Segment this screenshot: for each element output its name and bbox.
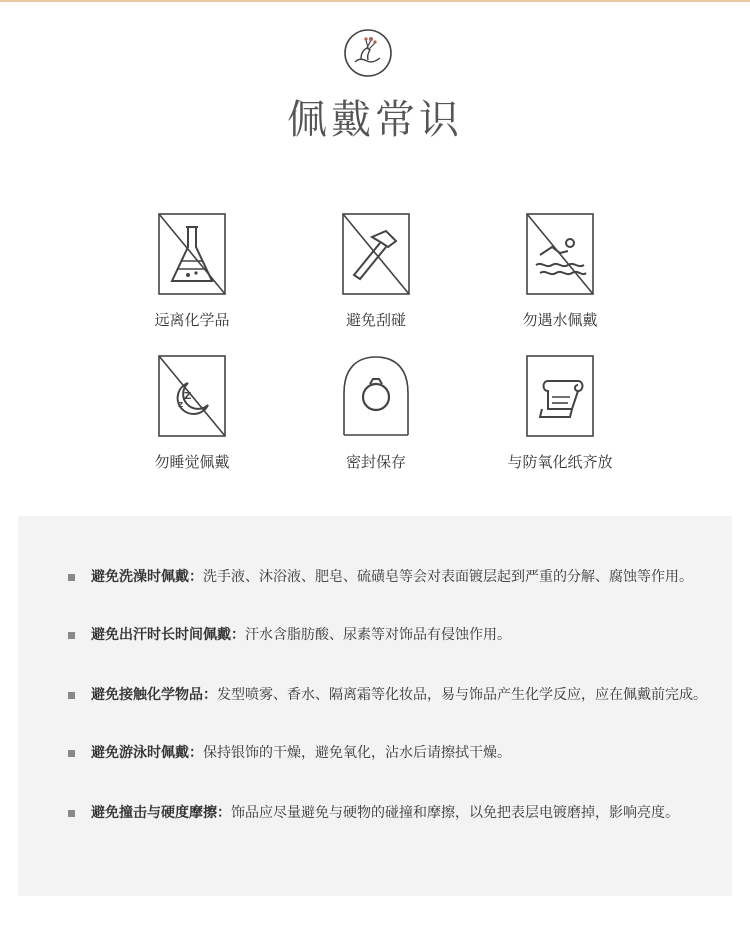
note-text: 发型喷雾、香水、隔离霜等化妆品，易与饰品产生化学反应，应在佩戴前完成。 <box>217 687 707 703</box>
note-title: 避免出汗时长时间佩戴： <box>91 627 245 643</box>
care-item-scratch <box>276 213 476 330</box>
sleep-icon <box>158 355 226 437</box>
brand-logo <box>343 28 393 78</box>
swimmer-icon <box>526 213 594 295</box>
note-title: 避免撞击与硬度摩擦： <box>91 805 231 821</box>
care-label-sleep: 勿睡觉佩戴 <box>154 453 230 471</box>
page-title: 佩戴常识 <box>287 97 463 143</box>
ring-bag-icon <box>342 355 410 437</box>
top-accent-line <box>0 0 750 2</box>
square-bullet-icon <box>68 750 75 757</box>
square-bullet-icon <box>68 632 75 639</box>
hammer-icon <box>342 213 410 295</box>
care-label-water: 勿遇水佩戴 <box>522 311 598 329</box>
note-item <box>68 802 718 824</box>
paper-roll-icon <box>526 355 594 437</box>
note-title: 避免接触化学物品： <box>91 687 217 703</box>
care-item-antioxidant-paper <box>460 355 660 472</box>
note-item <box>68 624 718 646</box>
care-item-sleep <box>92 355 292 472</box>
svg-text:Z: Z <box>184 391 192 402</box>
care-label-antioxidant-paper: 与防氧化纸齐放 <box>507 453 613 471</box>
note-item <box>68 684 718 706</box>
note-text: 饰品应尽量避免与硬物的碰撞和摩擦，以免把表层电镀磨掉，影响亮度。 <box>231 805 679 821</box>
care-item-sealed <box>276 355 476 472</box>
care-item-water <box>460 213 660 330</box>
svg-text:Z: Z <box>178 401 184 409</box>
note-title: 避免洗澡时佩戴： <box>91 569 203 585</box>
care-label-chemicals: 远离化学品 <box>154 311 230 329</box>
note-item <box>68 742 718 764</box>
note-item <box>68 566 718 588</box>
note-text: 保持银饰的干燥，避免氧化，沾水后请擦拭干燥。 <box>203 745 511 761</box>
note-text: 汗水含脂肪酸、尿素等对饰品有侵蚀作用。 <box>245 627 511 643</box>
square-bullet-icon <box>68 574 75 581</box>
flask-icon <box>158 213 226 295</box>
care-notes-panel <box>18 516 732 896</box>
note-title: 避免游泳时佩戴： <box>91 745 203 761</box>
care-label-scratch: 避免刮碰 <box>345 311 406 329</box>
square-bullet-icon <box>68 692 75 699</box>
note-text: 洗手液、沐浴液、肥皂、硫磺皂等会对表面镀层起到严重的分解、腐蚀等作用。 <box>203 569 693 585</box>
care-item-chemicals <box>92 213 292 330</box>
care-label-sealed: 密封保存 <box>345 453 406 471</box>
square-bullet-icon <box>68 810 75 817</box>
